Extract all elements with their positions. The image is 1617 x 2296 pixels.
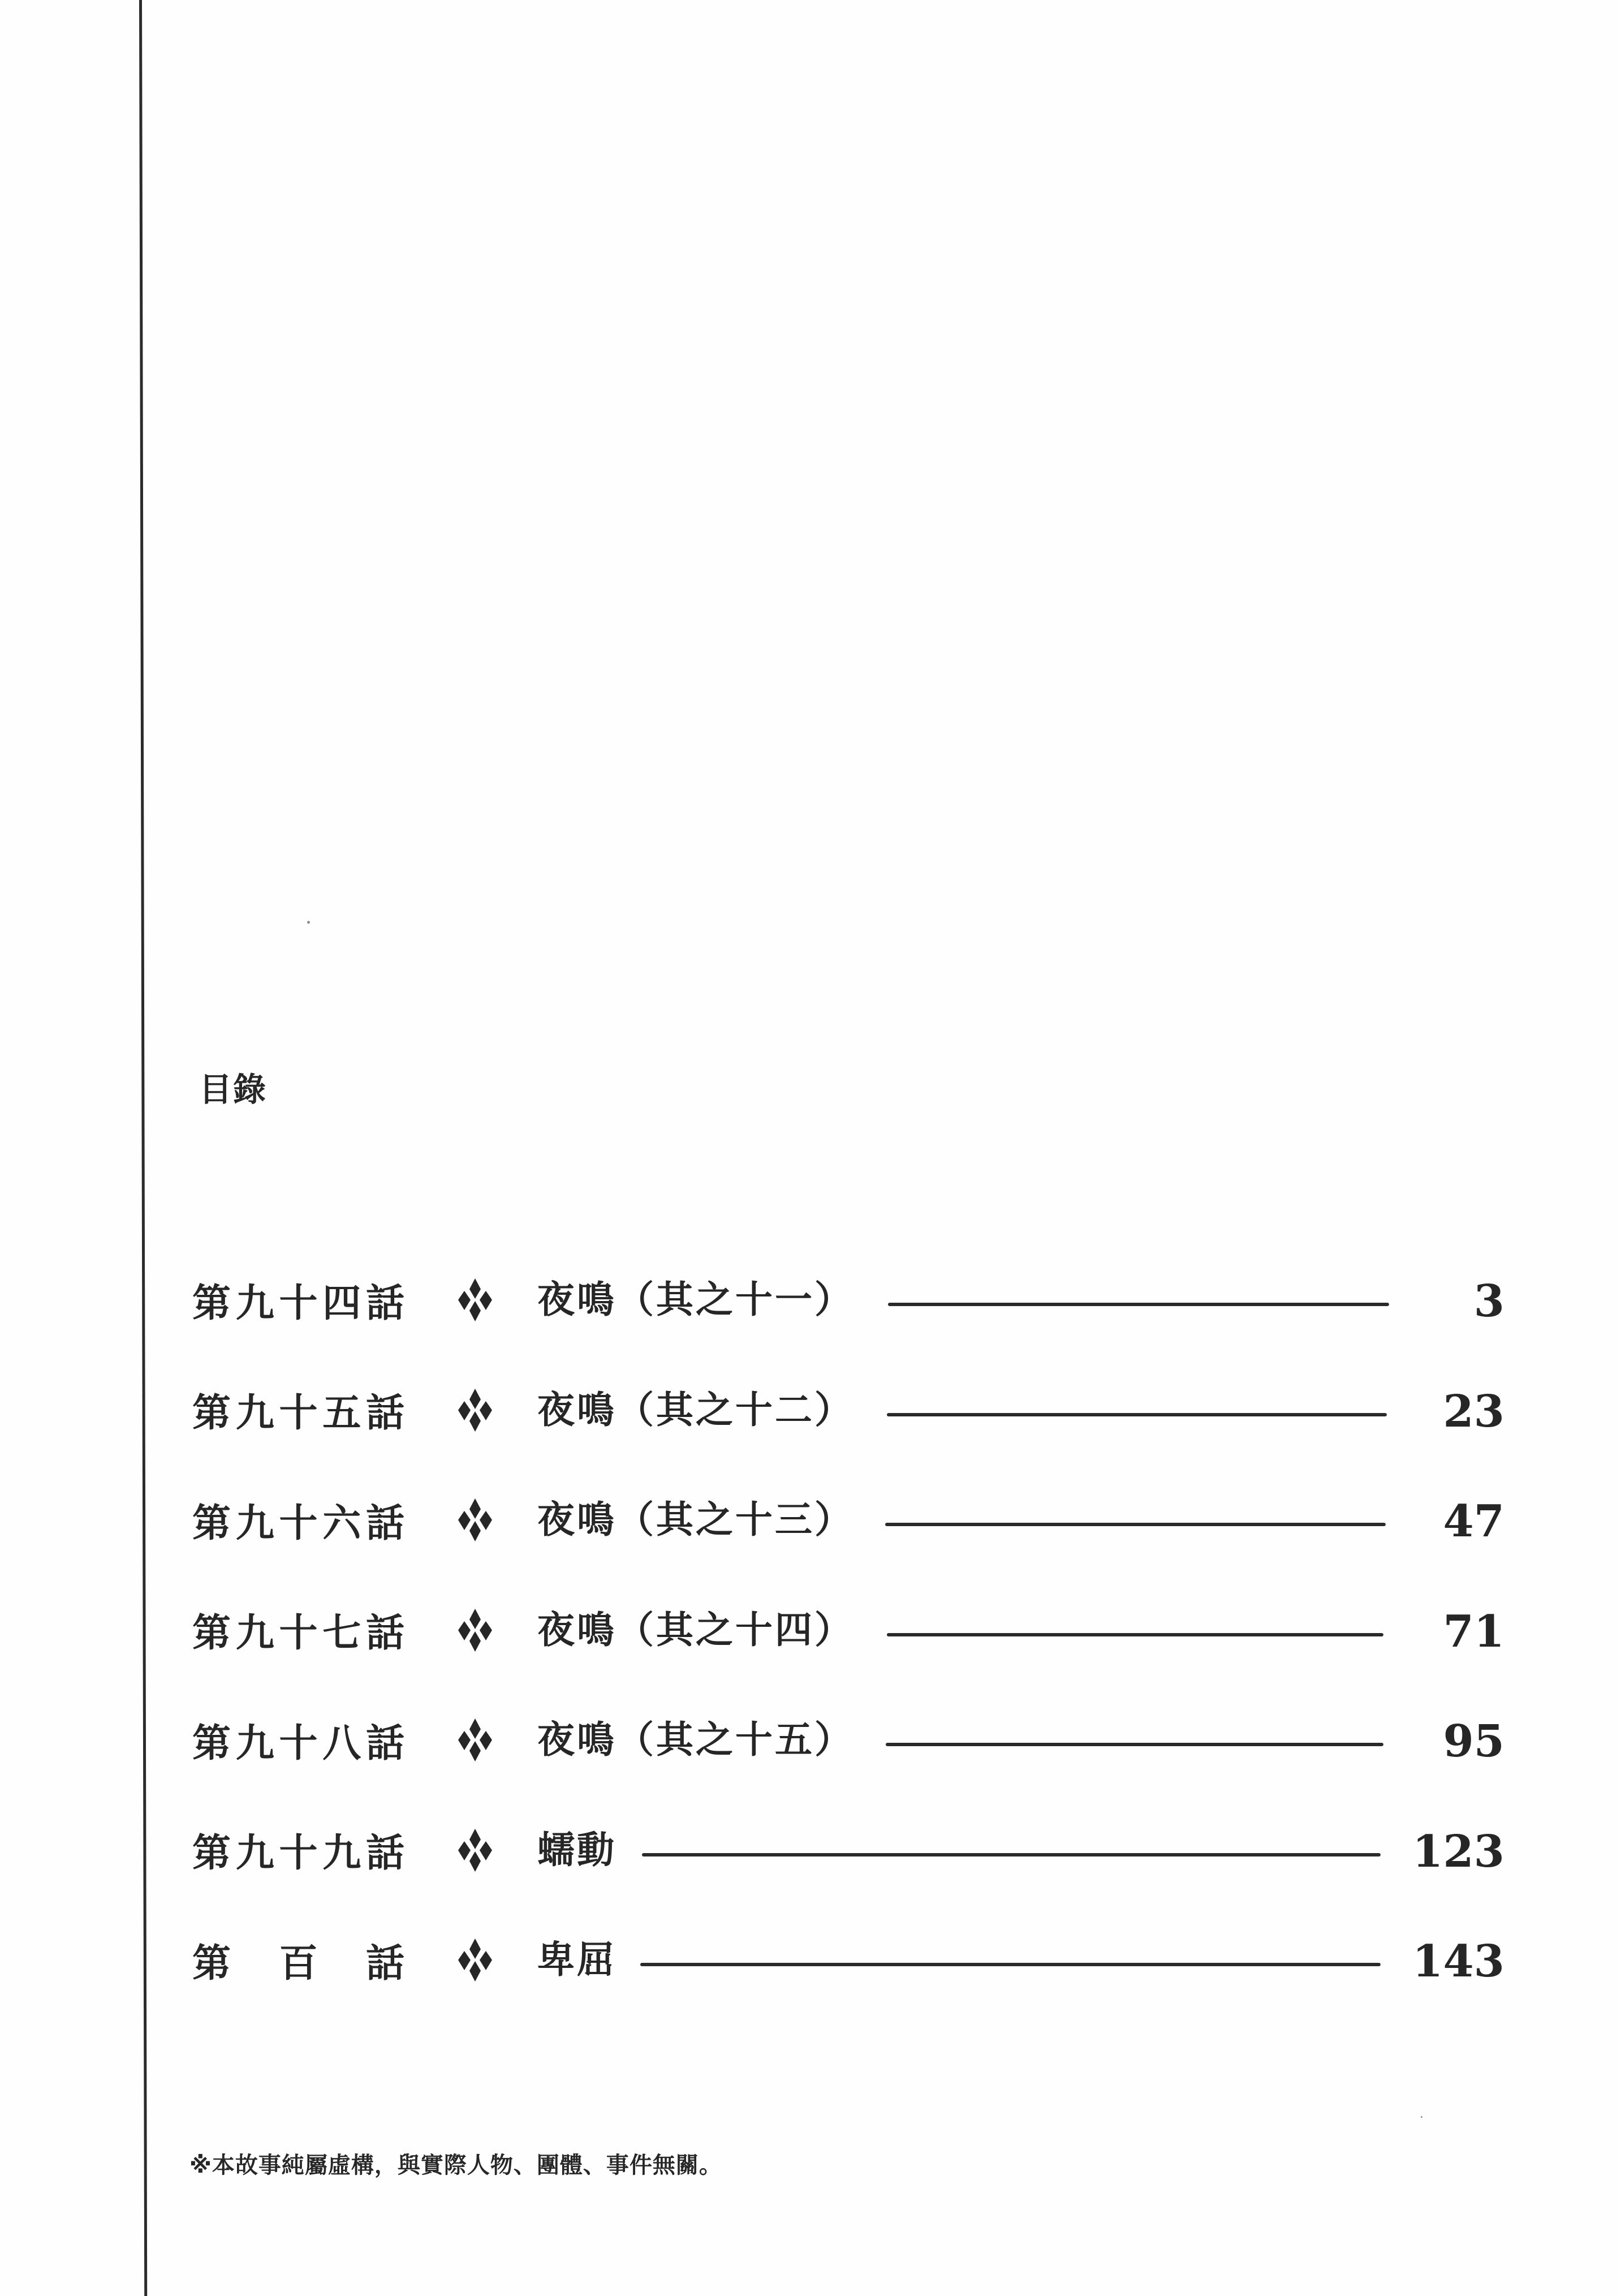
chapter-title: 蠕動 — [537, 1828, 616, 1872]
page-number: 143 — [1412, 1936, 1504, 1987]
chapter-number: 第 九 十 九 話 — [192, 1831, 404, 1876]
chapter-title: 卑屈 — [537, 1938, 616, 1981]
four-diamond-ornament-icon — [454, 1718, 497, 1761]
leader-line — [888, 1303, 1389, 1306]
four-diamond-ornament-icon — [454, 1389, 497, 1432]
chapter-number: 第 九 十 五 話 — [192, 1391, 404, 1436]
leader-line — [887, 1633, 1383, 1636]
four-diamond-ornament-icon — [454, 1939, 497, 1981]
toc-entry[interactable] — [192, 1825, 1504, 1938]
chapter-title: 夜鳴（其之十二） — [537, 1388, 854, 1432]
chapter-title: 夜鳴（其之十五） — [537, 1718, 854, 1761]
four-diamond-ornament-icon — [454, 1829, 497, 1872]
toc-list — [192, 1277, 1504, 2048]
chapter-title: 夜鳴（其之十三） — [537, 1498, 854, 1541]
toc-entry[interactable] — [192, 1497, 1504, 1608]
leader-line — [885, 1523, 1386, 1526]
leader-line — [886, 1743, 1383, 1746]
four-diamond-ornament-icon — [454, 1609, 497, 1652]
scan-speck — [1421, 2116, 1422, 2118]
four-diamond-ornament-icon — [454, 1498, 497, 1541]
chapter-number: 第 九 十 四 話 — [192, 1281, 404, 1326]
page-number: 95 — [1443, 1716, 1504, 1767]
leader-line — [642, 1853, 1381, 1856]
page-number: 123 — [1412, 1825, 1504, 1877]
chapter-number: 第 九 十 六 話 — [192, 1501, 404, 1546]
chapter-title: 夜鳴（其之十一） — [537, 1278, 854, 1321]
binding-edge-line — [139, 0, 147, 2296]
toc-heading: 目錄 — [199, 1070, 268, 1109]
toc-entry[interactable] — [192, 1605, 1504, 1718]
chapter-number: 第 九 十 八 話 — [192, 1721, 404, 1766]
toc-entry[interactable] — [192, 1277, 1504, 1388]
toc-entry[interactable] — [192, 1717, 1504, 1828]
page-number: 71 — [1443, 1605, 1504, 1657]
toc-entry[interactable] — [192, 1937, 1504, 2048]
chapter-title: 夜鳴（其之十四） — [537, 1608, 854, 1652]
four-diamond-ornament-icon — [454, 1278, 497, 1321]
leader-line — [640, 1963, 1381, 1966]
scan-speck — [307, 921, 310, 924]
fiction-disclaimer: ※本故事純屬虛構，與實際人物、團體、事件無關。 — [189, 2152, 722, 2178]
page-number: 3 — [1473, 1276, 1504, 1327]
chapter-number: 第 百 話 — [192, 1941, 404, 1986]
page-number: 47 — [1443, 1496, 1504, 1547]
toc-entry[interactable] — [192, 1385, 1504, 1498]
leader-line — [887, 1413, 1387, 1416]
chapter-number: 第 九 十 七 話 — [192, 1611, 404, 1656]
page-number: 23 — [1443, 1385, 1504, 1437]
